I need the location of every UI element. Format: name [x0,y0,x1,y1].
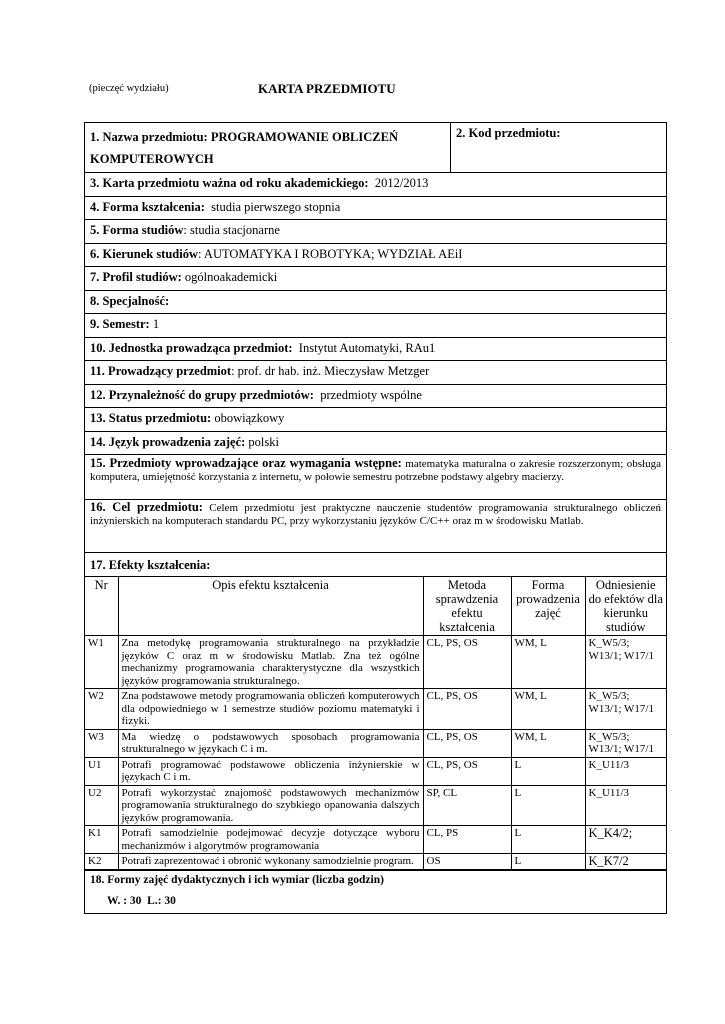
cell-nr: W2 [85,689,118,730]
cell-form: WM, L [511,636,585,689]
course-status-value: obowiązkowy [214,411,285,425]
specialty-label: 8. Specjalność: [90,293,170,308]
row-course-group [85,385,666,409]
row-education-form [85,197,666,221]
row-class-forms [85,871,666,913]
course-goal-label: 16. Cel przedmiotu: [90,500,203,514]
learning-outcomes-table [85,577,666,870]
teaching-unit-value: Instytut Automatyki, RAu1 [298,340,436,355]
course-group-label: 12. Przynależność do grupy przedmiotów: [90,387,314,402]
academic-year-label: 3. Karta przedmiotu ważna od roku akademickiego: [90,176,369,190]
cell-nr: W3 [85,729,118,757]
table-row [85,636,666,689]
cell-nr: W1 [85,636,118,689]
study-form-value: : studia stacjonarne [183,223,280,237]
cell-nr: K1 [85,826,118,854]
cell-description: Potrafi zaprezentować i obronić wykonany samodzielnie program. [118,854,423,870]
col-header-nr: Nr [85,577,118,636]
course-name-field: 1. Nazwa przedmiotu: PROGRAMOWANIE OBLICZEŃ KOMPUTEROWYCH [85,123,451,172]
page-title: KARTA PRZEDMIOTU [258,81,396,96]
cell-method: CL, PS, OS [423,689,511,730]
course-group-value: przedmioty wspólne [320,387,422,402]
cell-method: CL, PS, OS [423,636,511,689]
row-academic-year [85,173,666,197]
col-header-assessment-method: Metoda sprawdzenia efektu kształcenia [423,577,511,636]
row-study-form [85,220,666,244]
education-form-value: studia pierwszego stopnia [211,199,341,214]
semester-label: 9. Semestr: [90,317,150,331]
cell-reference: K_K4/2; [585,826,666,854]
col-header-description: Opis efektu kształcenia [118,577,423,636]
cell-reference: K_W5/3; W13/1; W17/1 [585,689,666,730]
semester-value: 1 [152,317,160,331]
learning-outcomes-heading: 17. Efekty kształcenia: [85,553,666,577]
cell-method: CL, PS [423,826,511,854]
language-value: polski [248,434,279,449]
cell-reference: K_K7/2 [585,854,666,870]
field-of-study-value: : AUTOMATYKA I ROBOTYKA; WYDZIAŁ AEiI [198,246,463,261]
lecturer-value: : prof. dr hab. inż. Mieczysław Metzger [231,364,430,378]
col-header-reference: Odniesienie do efektów dla kierunku studiów [585,577,666,636]
cell-nr: U2 [85,785,118,826]
table-row [85,785,666,826]
row-semester [85,314,666,338]
table-row [85,854,666,870]
cell-reference: K_W5/3; W13/1; W17/1 [585,636,666,689]
field-of-study-label: 6. Kierunek studiów [90,246,199,261]
cell-form: WM, L [511,689,585,730]
cell-nr: U1 [85,757,118,785]
row-course-status [85,408,666,432]
education-form-label: 4. Forma kształcenia: [90,199,205,214]
row-course-goal [85,500,666,553]
lecturer-label: 11. Prowadzący przedmiot [90,364,232,378]
cell-method: SP, CL [423,785,511,826]
table-row [85,757,666,785]
class-hours-value: W. : 30 L.: 30 [107,894,176,907]
prerequisites-label: 15. Przedmioty wprowadzające oraz wymagania wstępne: [90,456,402,470]
row-teaching-unit [85,338,666,362]
row-language [85,432,666,456]
cell-description: Potrafi programować podstawowe obliczenia inżynierskie w językach C i m. [118,757,423,785]
study-profile-label: 7. Profil studiów: [90,270,182,284]
cell-method: OS [423,854,511,870]
course-card-form [84,122,667,914]
class-forms-label: 18. Formy zajęć dydaktycznych i ich wymiar (liczba godzin) [90,873,384,886]
cell-nr: K2 [85,854,118,870]
course-code-field: 2. Kod przedmiotu: [456,126,561,140]
prerequisites-value: matematyka maturalna o zakresie rozszerzonym; obsługa komputera, umiejętność korzystania z internetu, w połowie semestru potrzebne podstawy algebry macierzy. [90,458,661,483]
row-lecturer [85,361,666,385]
course-goal-value: Celem przedmiotu jest praktyczne nauczenie studentów programowania strukturalnego obliczeń inżynierskich na komputerach standardu PC, przy wykorzystaniu języków C/C++ oraz m w środowisku Matlab. [90,502,661,527]
cell-description: Potrafi wykorzystać znajomość podstawowych mechanizmów programowania strukturalnego do szybkiego opanowania dalszych języków programowania. [118,785,423,826]
cell-reference: K_U11/3 [585,757,666,785]
cell-method: CL, PS, OS [423,729,511,757]
row-field-of-study [85,244,666,268]
academic-year-value: 2012/2013 [374,176,429,190]
table-header-row [85,577,666,636]
department-stamp-label: (pieczęć wydziału) [89,83,169,94]
table-row [85,729,666,757]
teaching-unit-label: 10. Jednostka prowadząca przedmiot: [90,340,293,355]
cell-form: L [511,826,585,854]
cell-form: L [511,854,585,870]
cell-description: Ma wiedzę o podstawowych sposobach programowania strukturalnego w językach C i m. [118,729,423,757]
study-form-label: 5. Forma studiów [90,223,184,237]
table-row [85,689,666,730]
col-header-teaching-form: Forma prowadzenia zajęć [511,577,585,636]
course-status-label: 13. Status przedmiotu: [90,411,212,425]
cell-form: WM, L [511,729,585,757]
language-label: 14. Język prowadzenia zajęć: [90,434,246,449]
cell-description: Zna podstawowe metody programowania obliczeń komputerowych dla odpowiedniego w 1 semestrze studiów poziomu matematyki i fizyki. [118,689,423,730]
cell-form: L [511,757,585,785]
study-profile-value: ogólnoakademicki [184,270,278,284]
row-specialty [85,291,666,315]
row-prerequisites [85,455,666,500]
cell-method: CL, PS, OS [423,757,511,785]
table-row [85,826,666,854]
cell-form: L [511,785,585,826]
learning-outcomes-table-wrap [85,577,666,871]
cell-reference: K_U11/3 [585,785,666,826]
row-study-profile [85,267,666,291]
cell-reference: K_W5/3; W13/1; W17/1 [585,729,666,757]
cell-description: Zna metodykę programowania strukturalnego na przykładzie języków C oraz m w środowisku Matlab. Zna też ogólne mechanizmy programowania charakterystyczne dla wszystkich języków programowania strukturalnego. [118,636,423,689]
cell-description: Potrafi samodzielnie podejmować decyzje dotyczące wyboru mechanizmów i algorytmów programowania [118,826,423,854]
row-course-name [85,123,666,173]
